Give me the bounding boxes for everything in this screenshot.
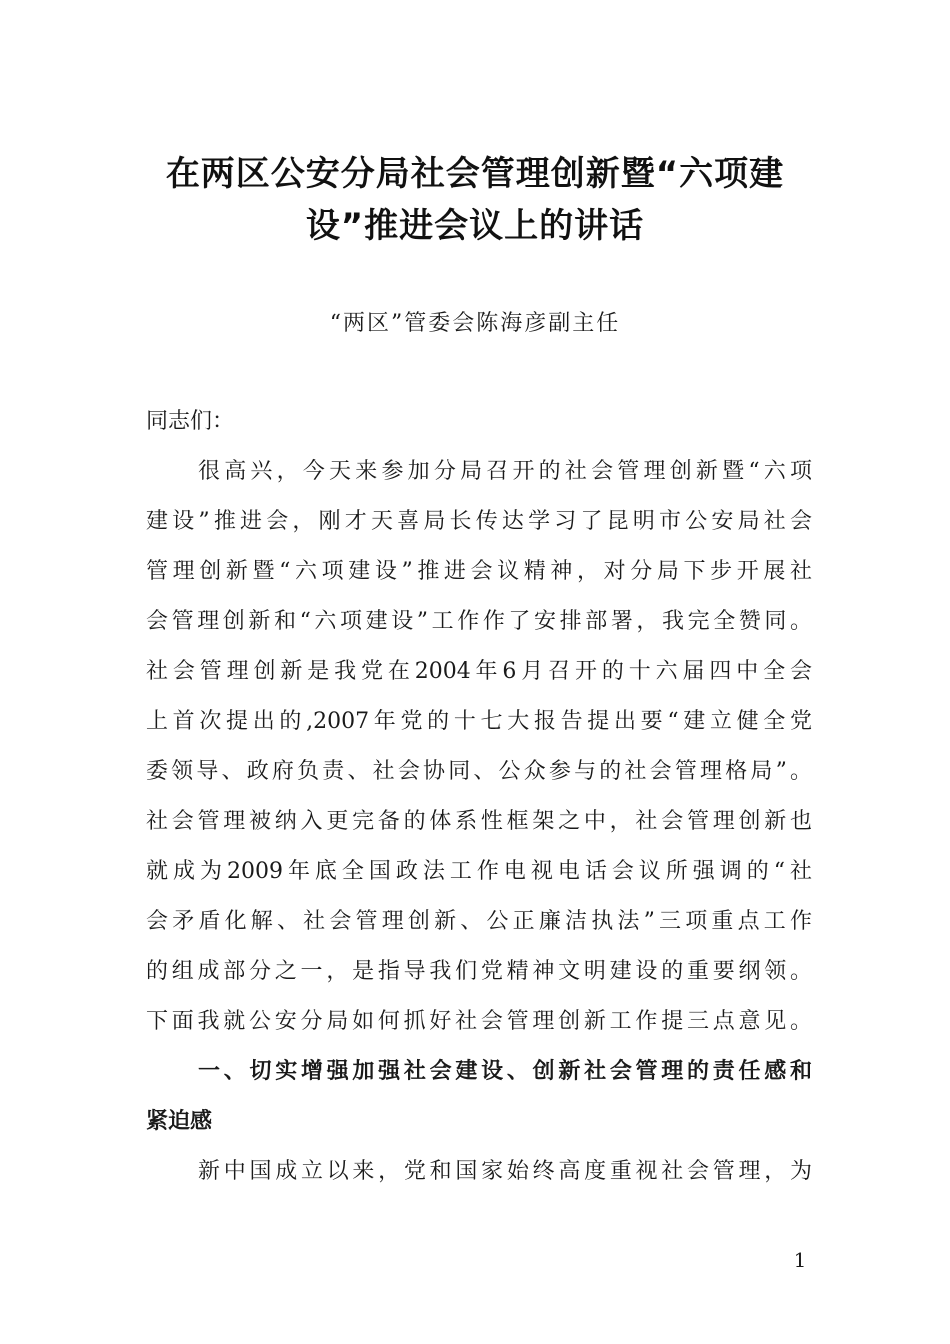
section-heading-1 <box>146 1052 812 1152</box>
paragraph-2-line: 新中国成立以来，党和国家始终高度重视社会管理，为 <box>198 1159 812 1184</box>
paragraph-line: 社会管理被纳入更完备的体系性框架之中，社会管理创新也 <box>146 809 812 834</box>
paragraph-line: 建设”推进会，刚才天喜局长传达学习了昆明市公安局社会 <box>146 509 812 534</box>
section-heading-line: 一、切实增强加强社会建设、创新社会管理的责任感和 <box>198 1059 812 1084</box>
paragraph-line: 上首次提出的,2007年党的十七大报告提出要“建立健全党 <box>146 709 812 734</box>
paragraph-1 <box>146 452 812 1052</box>
page-number: 1 <box>793 1248 807 1272</box>
document-body <box>146 402 812 1202</box>
paragraph-line: 委领导、政府负责、社会协同、公众参与的社会管理格局”。 <box>146 759 812 784</box>
paragraph-line: 很高兴，今天来参加分局召开的社会管理创新暨“六项 <box>198 459 812 484</box>
paragraph-line: 的组成部分之一，是指导我们党精神文明建设的重要纲领。 <box>146 959 812 984</box>
title-line-1: 在两区公安分局社会管理创新暨“六项建 <box>165 154 785 194</box>
paragraph-line: 会管理创新和“六项建设”工作作了安排部署，我完全赞同。 <box>146 609 812 634</box>
section-heading-line: 紧迫感 <box>146 1109 213 1134</box>
paragraph-line: 社会管理创新是我党在2004年6月召开的十六届四中全会 <box>146 659 812 684</box>
paragraph-line: 下面我就公安分局如何抓好社会管理创新工作提三点意见。 <box>146 1009 812 1034</box>
paragraph-line: 会矛盾化解、社会管理创新、公正廉洁执法”三项重点工作 <box>146 909 812 934</box>
document-title <box>100 148 850 252</box>
speaker-line: “两区”管委会陈海彦副主任 <box>329 311 621 336</box>
paragraph-line: 就成为2009年底全国政法工作电视电话会议所强调的“社 <box>146 859 812 884</box>
paragraph-line: 管理创新暨“六项建设”推进会议精神，对分局下步开展社 <box>146 559 812 584</box>
title-line-2: 设”推进会议上的讲话 <box>305 206 645 246</box>
salutation: 同志们： <box>146 409 235 434</box>
